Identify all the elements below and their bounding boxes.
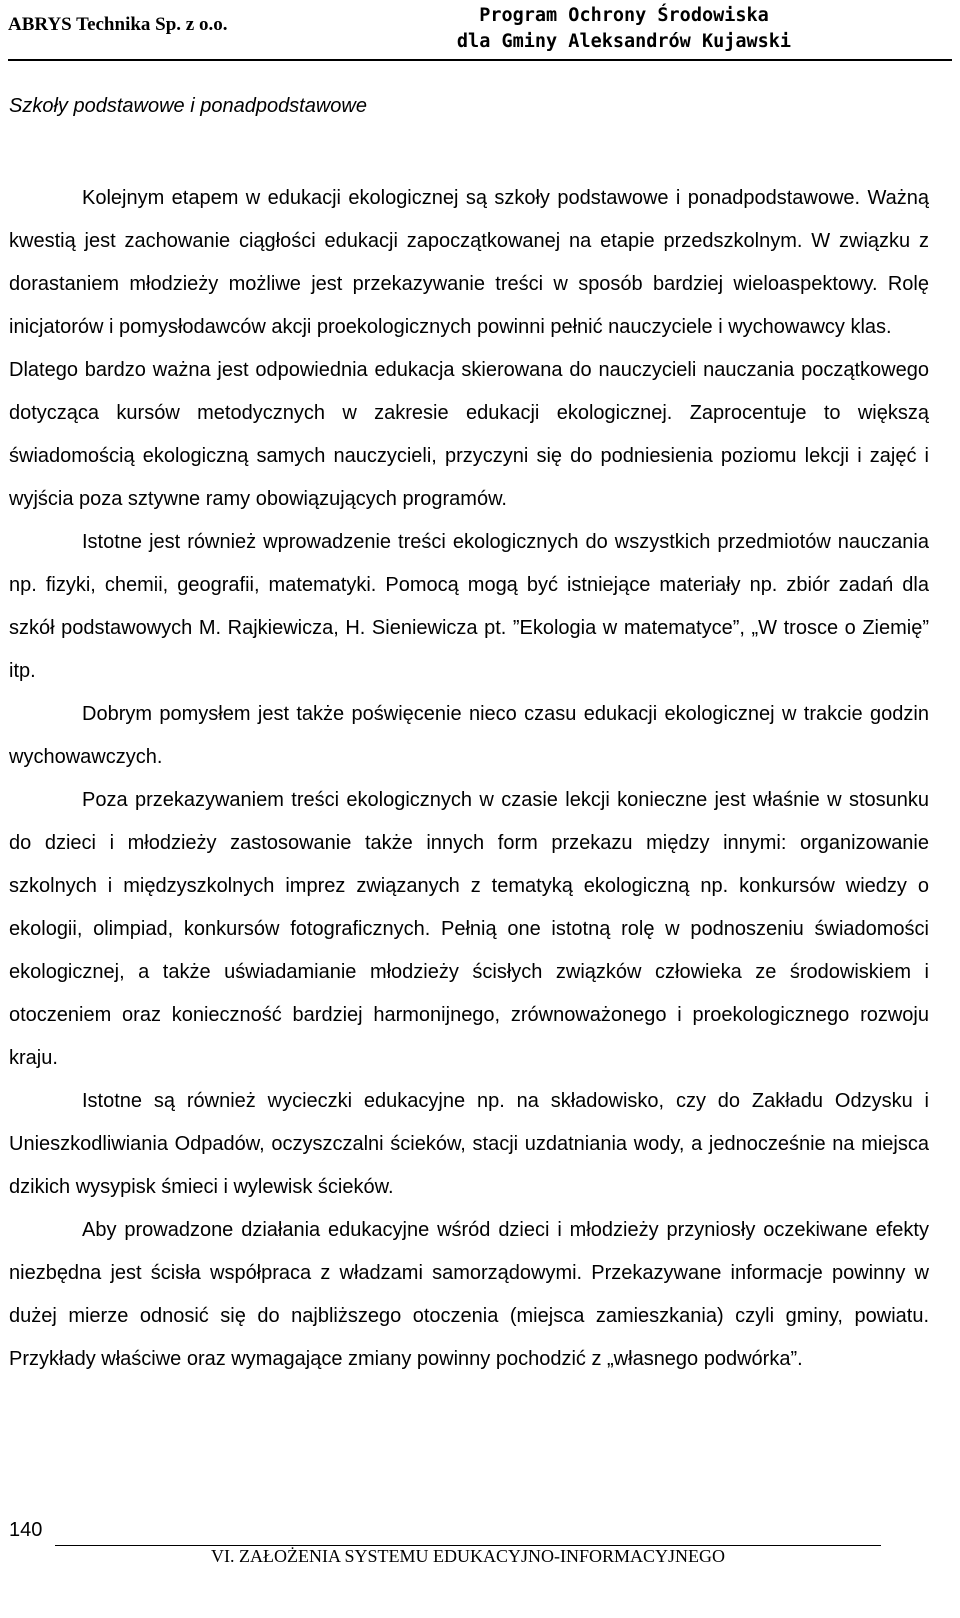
document-body [9, 177, 929, 1381]
chapter-footer: VI. ZAŁOŻENIA SYSTEMU EDUKACYJNO-INFORMACYJNEGO [211, 1546, 725, 1566]
paragraph-2: Dlatego bardzo ważna jest odpowiednia edukacja skierowana do nauczycieli nauczania początkowego dotycząca kursów metodycznych w zakresie edukacji ekologicznej. Zaprocentuje to większą świadomością ekologiczną samych nauczycieli, przyczyni się do podniesienia poziomu lekcji i zajęć i wyjścia poza sztywne ramy obowiązujących programów. [9, 359, 929, 510]
paragraph-4: Dobrym pomysłem jest także poświęcenie nieco czasu edukacji ekologicznej w trakcie godzin wychowawczych. [9, 703, 929, 768]
section-heading: Szkoły podstawowe i ponadpodstawowe [9, 95, 367, 117]
page-header [0, 0, 960, 62]
paragraph-7: Aby prowadzone działania edukacyjne wśród dzieci i młodzieży przyniosły oczekiwane efekty niezbędna jest ścisła współpraca z władzami samorządowymi. Przekazywane informacje powinny w dużej mierze odnosić się do najbliższego otoczenia (miejsca zamieszkania) czyli gminy, powiatu. Przykłady właściwe oraz wymagające zmiany powinny pochodzić z „własnego podwórka”. [9, 1219, 929, 1370]
program-title-line-1: Program Ochrony Środowiska [479, 5, 769, 26]
program-title [420, 3, 828, 55]
page-number: 140 [9, 1519, 43, 1541]
paragraph-6: Istotne są również wycieczki edukacyjne np. na składowisko, czy do Zakładu Odzysku i Unieszkodliwiania Odpadów, oczyszczalni ścieków, stacji uzdatniania wody, a jednocześnie na miejsca dzikich wysypisk śmieci i wylewisk ścieków. [9, 1090, 929, 1198]
paragraph-3: Istotne jest również wprowadzenie treści ekologicznych do wszystkich przedmiotów nauczania np. fizyki, chemii, geografii, matematyki. Pomocą mogą być istniejące materiały np. zbiór zadań dla szkół podstawowych M. Rajkiewicza, H. Sieniewicza pt. ”Ekologia w matematyce”, „W trosce o Ziemię” itp. [9, 531, 929, 682]
header-divider [8, 59, 952, 61]
paragraph-1: Kolejnym etapem w edukacji ekologicznej są szkoły podstawowe i ponadpodstawowe. Ważną kwestią jest zachowanie ciągłości edukacji zapoczątkowanej na etapie przedszkolnym. W związku z dorastaniem młodzieży możliwe jest przekazywanie treści w sposób bardziej wieloaspektowy. Rolę inicjatorów i pomysłodawców akcji proekologicznych powinni pełnić nauczyciele i wychowawcy klas. [9, 187, 929, 338]
paragraph-5: Poza przekazywaniem treści ekologicznych w czasie lekcji konieczne jest właśnie w stosunku do dzieci i młodzieży zastosowanie także innych form przekazu między innymi: organizowanie szkolnych i międzyszkolnych imprez związanych z tematyką ekologiczną np. konkursów wiedzy o ekologii, olimpiad, konkursów fotograficznych. Pełnią one istotną rolę w podnoszeniu świadomości ekologicznej, a także uświadamianie młodzieży ścisłych związków człowieka ze środowiskiem i otoczeniem oraz konieczność bardziej harmonijnego, zrównoważonego i proekologicznego rozwoju kraju. [9, 789, 929, 1069]
company-name: ABRYS Technika Sp. z o.o. [8, 14, 228, 35]
program-title-line-2: dla Gminy Aleksandrów Kujawski [456, 31, 792, 52]
